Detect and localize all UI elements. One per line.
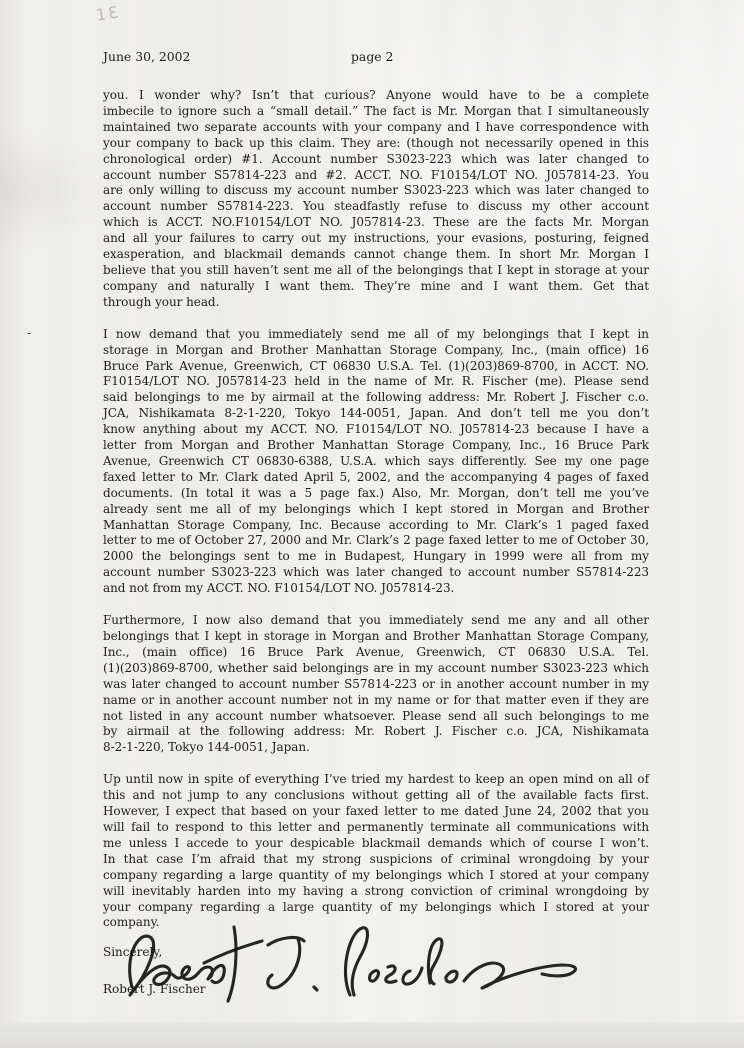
text-line: Manhattan Storage Company, Inc. Because according to Mr. Clark’s 1 paged faxed: [103, 517, 649, 532]
text-line: already sent me all of my belongings which I kept stored in Morgan and Brother: [103, 501, 649, 516]
text-line: 8-2-1-220, Tokyo 144-0051, Japan.: [103, 740, 310, 755]
paragraph: [103, 613, 649, 756]
text-line: was later changed to account number S57814-223 or in another account number in my: [103, 676, 649, 691]
signature-stroke-ische: [370, 939, 458, 984]
text-line: me unless I accede to your despicable blackmail demands which of course I won’t.: [103, 835, 649, 850]
text-line: this and not jump to any conclusions without getting all of the available facts first.: [103, 788, 649, 803]
letter-body: [103, 88, 649, 931]
typed-name: Robert J. Fischer: [103, 982, 206, 996]
text-line: In that case I’m afraid that my strong suspicions of criminal wrongdoing by your: [103, 851, 649, 866]
text-line: your company regarding a large quantity of my belongings which I stored at your: [103, 899, 649, 914]
text-line: documents. (In total it was a 5 page fax.) Also, Mr. Morgan, don’t tell me you’ve: [103, 485, 649, 500]
text-line: I now demand that you immediately send me all of my belongings that I kept in: [103, 326, 649, 341]
text-line: company and naturally I want them. They’re mine and I want them. Get that: [103, 278, 649, 293]
signature-stroke-f: [345, 928, 367, 995]
text-line: Bruce Park Avenue, Greenwich, CT 06830 U.S.A. Tel. (1)(203)869-8700, in ACCT. NO.: [103, 358, 649, 373]
text-line: company.: [103, 915, 160, 930]
text-line: maintained two separate accounts with your company and I have correspondence with: [103, 119, 649, 134]
text-line: and all your failures to carry out my instructions, your evasions, posturing, feigned: [103, 231, 649, 246]
text-line: will fail to respond to this letter and permanently terminate all communications with: [103, 819, 649, 834]
paragraph: [103, 327, 649, 597]
text-line: not listed in any account number whatsoever. Please send all such belongings to me: [103, 708, 649, 723]
text-line: believe that you still haven’t sent me all of the belongings that I kept in storage at your: [103, 262, 649, 277]
signature-stroke-t: [228, 927, 236, 1001]
text-line: account number S57814-223 and #2. ACCT. NO. F10154/LOT NO. J057814-23. You: [103, 167, 649, 182]
text-line: by airmail at the following address: Mr. Robert J. Fischer c.o. JCA, Nishikamata: [103, 724, 649, 739]
text-line: (1)(203)869-8700, whether said belongings are in my account number S3023-223 which: [103, 660, 649, 675]
text-line: belongings that I kept in storage in Morgan and Brother Manhattan Storage Company,: [103, 629, 649, 643]
text-line: are only willing to discuss my account number S3023-223 which was later changed to: [103, 183, 649, 198]
text-line: Furthermore, I now also demand that you immediately send me any and all other: [103, 613, 649, 628]
signature-stroke-j: [268, 938, 317, 990]
pencil-annotation: 1Ɛ: [94, 2, 122, 25]
text-line: chronological order) #1. Account number S3023-223 which was later changed to: [103, 151, 649, 166]
text-line: storage in Morgan and Brother Manhattan Storage Company, Inc., (main office) 16: [103, 342, 649, 357]
closing-salutation: Sincerely,: [103, 945, 163, 959]
text-line: exasperation, and blackmail demands cannot change them. In short Mr. Morgan I: [103, 247, 649, 262]
text-line: know anything about my ACCT. NO. F10154/LOT NO. J057814-23 because I have a: [103, 422, 649, 437]
paragraph: [103, 772, 649, 931]
text-line: will inevitably harden into my having a strong conviction of criminal wrongdoing by: [103, 883, 649, 898]
text-line: letter from Morgan and Brother Manhattan Storage Company, Inc., 16 Bruce Park: [103, 438, 649, 453]
text-line: which is ACCT. NO.F10154/LOT NO. J057814-23. These are the facts Mr. Morgan: [103, 215, 649, 230]
text-line: Up until now in spite of everything I’ve tried my hardest to keep an open mind on all of: [103, 772, 649, 787]
scan-artifact-band: [0, 1022, 744, 1048]
text-line: company regarding a large quantity of my belongings which I stored at your company: [103, 867, 649, 882]
text-line: account number S3023-223 which was later changed to account number S57814-223: [103, 565, 649, 580]
text-line: you. I wonder why? Isn’t that curious? Anyone would have to be a complete: [103, 88, 649, 102]
page-number: page 2: [351, 49, 394, 64]
text-line: said belongings to me by airmail at the following address: Mr. Robert J. Fischer c.o.: [103, 390, 649, 405]
text-line: F10154/LOT NO. J057814-23 held in the name of Mr. R. Fischer (me). Please send: [103, 374, 649, 389]
text-line: JCA, Nishikamata 8-2-1-220, Tokyo 144-0051, Japan. And don’t tell me you don’t: [103, 406, 649, 421]
text-line: 2000 the belongings sent to me in Budapest, Hungary in 1999 were all from my: [103, 549, 649, 564]
paragraph: [103, 88, 649, 311]
text-line: imbecile to ignore such a “small detail.” The fact is Mr. Morgan that I simultaneously: [103, 103, 649, 118]
text-line: However, I expect that based on your faxed letter to me dated June 24, 2002 that you: [103, 804, 649, 819]
signature-stroke-flourish: [464, 963, 576, 988]
text-line: through your head.: [103, 294, 220, 309]
text-line: your company to back up this claim. They are: (though not necessarily opened in this: [103, 135, 649, 150]
text-line: faxed letter to Mr. Clark dated April 5, 2002, and the accompanying 4 pages of faxed: [103, 469, 649, 484]
signature-stroke-t-cross: [204, 941, 262, 963]
letter-header: [103, 49, 649, 67]
text-line: name or in another account number not in my name or for that matter even if they are: [103, 692, 649, 707]
margin-dash-mark: -: [27, 326, 32, 341]
closing-block: [103, 944, 206, 997]
text-line: letter to me of October 27, 2000 and Mr. Clark’s 2 page faxed letter to me of October 30,: [103, 533, 649, 548]
letter-date: June 30, 2002: [103, 49, 191, 64]
text-line: account number S57814-223. You steadfastly refuse to discuss my other account: [103, 199, 649, 214]
text-line: Avenue, Greenwich CT 06830-6388, U.S.A. which says differently. See my one page: [103, 453, 649, 468]
text-line: Inc., (main office) 16 Bruce Park Avenue, Greenwich, CT 06830 U.S.A. Tel.: [103, 644, 649, 659]
text-line: and not from my ACCT. NO. F10154/LOT NO. J057814-23.: [103, 581, 455, 596]
